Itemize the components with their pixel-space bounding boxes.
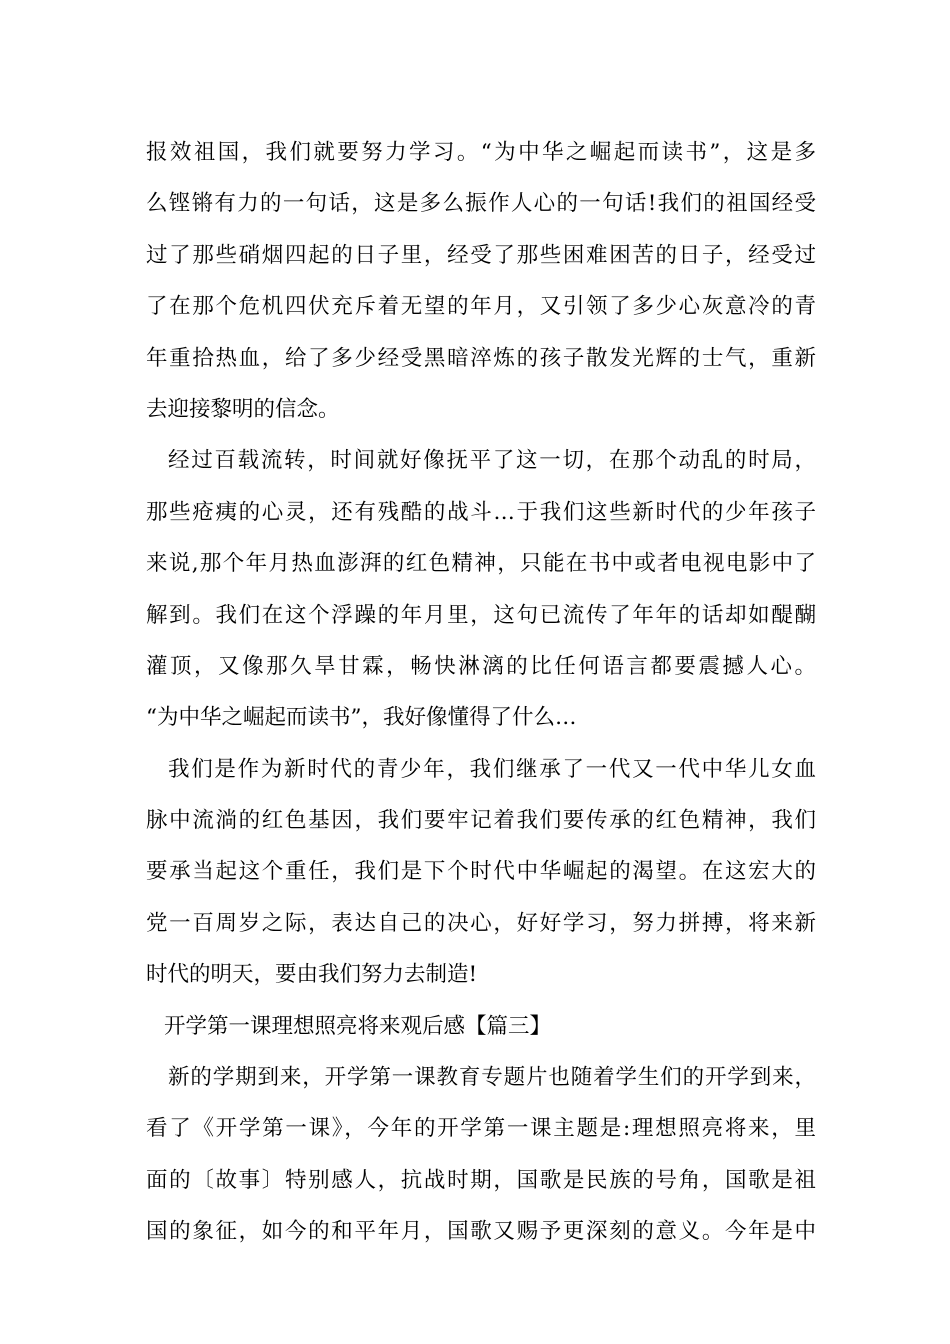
section-heading: 开学第一课理想照亮将来观后感【篇三】	[164, 1013, 552, 1039]
paragraph-line: 过了那些硝烟四起的日子里，经受了那些困难困苦的日子，经受过	[146, 242, 816, 268]
paragraph-line: 去迎接黎明的信念。	[146, 396, 340, 422]
paragraph-line: 解到。我们在这个浮躁的年月里，这句已流传了年年的话却如醍醐	[146, 602, 816, 628]
paragraph-line: 年重拾热血，给了多少经受黑暗淬炼的孩子散发光辉的士气，重新	[146, 345, 816, 371]
document-body	[146, 132, 816, 1263]
paragraph-line: 时代的明天，要由我们努力去制造!	[146, 962, 478, 988]
paragraph-line: 了在那个危机四伏充斥着无望的年月，又引领了多少心灰意冷的青	[146, 294, 816, 320]
paragraph-line: 灌顶，又像那久旱甘霖，畅快淋漓的比任何语言都要震撼人心。	[146, 653, 816, 679]
paragraph-line: 报效祖国，我们就要努力学习。“为中华之崛起而读书”，这是多	[146, 140, 816, 165]
paragraph-line: 国的象征，如今的和平年月，国歌又赐予更深刻的意义。今年是中	[146, 1219, 816, 1245]
paragraph-line: “为中华之崛起而读书”，我好像懂得了什么…	[146, 705, 577, 731]
paragraph-line: 我们是作为新时代的青少年，我们继承了一代又一代中华儿女血	[168, 756, 816, 782]
paragraph-line: 面的〔故事〕特别感人，抗战时期，国歌是民族的号角，国歌是祖	[146, 1167, 816, 1193]
paragraph-line: 那些疮痍的心灵，还有残酷的战斗…于我们这些新时代的少年孩子	[146, 499, 816, 525]
paragraph-line: 来说,那个年月热血澎湃的红色精神，只能在书中或者电视电影中了	[146, 551, 816, 577]
paragraph-line: 要承当起这个重任，我们是下个时代中华崛起的渴望。在这宏大的	[146, 859, 816, 885]
paragraph-line: 么铿锵有力的一句话，这是多么振作人心的一句话!我们的祖国经受	[146, 191, 816, 217]
paragraph-line: 看了《开学第一课》，今年的开学第一课主题是:理想照亮将来，里	[146, 1116, 816, 1142]
paragraph-line: 经过百载流转，时间就好像抚平了这一切，在那个动乱的时局，	[168, 448, 816, 474]
paragraph-line: 党一百周岁之际，表达自己的决心，好好学习，努力拼搏，将来新	[146, 910, 816, 936]
paragraph-line: 脉中流淌的红色基因，我们要牢记着我们要传承的红色精神，我们	[146, 808, 816, 834]
paragraph-line: 新的学期到来，开学第一课教育专题片也随着学生们的开学到来，	[168, 1065, 816, 1091]
